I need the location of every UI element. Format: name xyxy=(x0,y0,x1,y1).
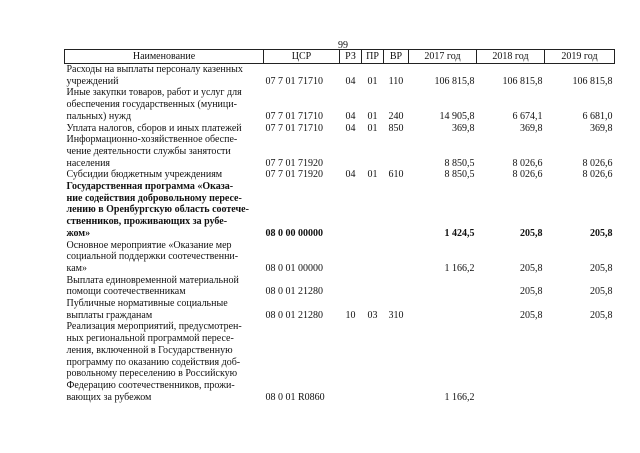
cell-y2018: 106 815,8 xyxy=(502,75,543,87)
cell-csr: 07 7 01 71710 xyxy=(265,75,323,87)
cell-csr: 08 0 01 R0860 xyxy=(265,391,325,403)
cell-y2018: 205,8 xyxy=(520,309,543,321)
cell-y2017: 8 850,5 xyxy=(444,169,475,181)
table-body xyxy=(65,64,615,404)
table-row xyxy=(65,240,615,275)
cell-y2017: 1 166,2 xyxy=(444,262,475,274)
cell-y2019 xyxy=(545,321,615,403)
cell-pr: 01 xyxy=(367,122,378,134)
cell-vr: 310 xyxy=(388,309,404,321)
cell-pr xyxy=(362,181,384,240)
cell-y2018: 205,8 xyxy=(520,286,543,298)
cell-y2019: 8 026,6 xyxy=(582,157,613,169)
cell-y2018: 205,8 xyxy=(520,262,543,274)
cell-pr xyxy=(362,321,384,403)
cell-y2018: 6 674,1 xyxy=(512,110,543,122)
cell-y2019: 369,8 xyxy=(590,122,613,134)
cell-y2017: 1 166,2 xyxy=(444,391,475,403)
page-number: 99 xyxy=(338,40,348,51)
cell-vr xyxy=(384,321,409,403)
table-row xyxy=(65,181,615,240)
cell-rz xyxy=(340,321,362,403)
cell-rz: 04 xyxy=(345,110,356,122)
cell-csr: 07 7 01 71920 xyxy=(265,157,323,169)
cell-y2017 xyxy=(409,298,477,321)
header-2017: 2017 год xyxy=(409,50,477,64)
cell-y2017 xyxy=(409,275,477,298)
table-row xyxy=(65,321,615,403)
cell-name: Выплата единовременной материальной помощи соотечественникам xyxy=(66,274,239,298)
table-row xyxy=(65,64,615,88)
cell-y2019: 205,8 xyxy=(590,309,613,321)
cell-name: Информационно-хозяйственное обеспе- чение деятельности службы занятости населения xyxy=(66,134,238,169)
cell-rz xyxy=(340,181,362,240)
cell-y2019: 205,8 xyxy=(590,286,613,298)
cell-pr xyxy=(362,275,384,298)
header-rz: РЗ xyxy=(340,50,362,64)
header-vr: ВР xyxy=(384,50,409,64)
cell-vr: 610 xyxy=(388,169,404,181)
cell-y2017: 369,8 xyxy=(452,122,475,134)
cell-name: Реализация мероприятий, предусмотрен- ных региональной программой пересе- ления, включенной в Государственную программу по оказанию содействия доб- ровольному переселению в Российскую Федерацию соотечественников, прожи- вающих за рубежом xyxy=(66,321,242,403)
cell-rz xyxy=(340,134,362,169)
cell-pr: 01 xyxy=(367,110,378,122)
cell-name: Государственная программа «Оказа- ние содействия добровольному пересе- лению в Оренбургскую область соотече- ственников, проживающих за рубе- жом» xyxy=(66,181,249,239)
cell-name: Субсидии бюджетным учреждениям xyxy=(66,169,223,181)
cell-y2018: 369,8 xyxy=(520,122,543,134)
cell-vr: 850 xyxy=(388,122,404,134)
cell-rz: 04 xyxy=(345,169,356,181)
table-row xyxy=(65,87,615,122)
cell-csr: 07 7 01 71710 xyxy=(265,110,323,122)
cell-vr xyxy=(384,181,409,240)
table-row xyxy=(65,169,615,181)
header-name: Наименование xyxy=(65,50,264,64)
cell-vr: 240 xyxy=(388,110,404,122)
cell-y2019: 205,8 xyxy=(590,227,613,239)
cell-y2017: 106 815,8 xyxy=(434,75,475,87)
cell-y2018: 8 026,6 xyxy=(512,157,543,169)
cell-rz: 10 xyxy=(345,309,356,321)
table-row xyxy=(65,298,615,321)
cell-rz xyxy=(340,240,362,275)
cell-name: Расходы на выплаты персоналу казенных учреждений xyxy=(66,64,243,87)
cell-y2018: 8 026,6 xyxy=(512,169,543,181)
budget-table xyxy=(64,49,615,403)
cell-vr: 110 xyxy=(388,75,404,87)
header-csr: ЦСР xyxy=(264,50,340,64)
cell-name: Иные закупки товаров, работ и услуг для обеспечения государственных (муници- пальных) нужд xyxy=(66,87,242,122)
cell-pr: 01 xyxy=(367,169,378,181)
cell-y2017: 8 850,5 xyxy=(444,157,475,169)
cell-rz xyxy=(340,275,362,298)
cell-y2018: 205,8 xyxy=(520,227,543,239)
header-pr: ПР xyxy=(362,50,384,64)
cell-y2019: 106 815,8 xyxy=(572,75,613,87)
cell-name: Уплата налогов, сборов и иных платежей xyxy=(66,122,242,134)
cell-pr: 01 xyxy=(367,75,378,87)
cell-vr xyxy=(384,240,409,275)
cell-csr: 08 0 01 21280 xyxy=(265,309,323,321)
header-2018: 2018 год xyxy=(477,50,545,64)
cell-pr: 03 xyxy=(367,309,378,321)
cell-pr xyxy=(362,134,384,169)
table-row xyxy=(65,123,615,135)
cell-y2019: 205,8 xyxy=(590,262,613,274)
table-header-row xyxy=(65,50,615,64)
cell-rz: 04 xyxy=(345,122,356,134)
cell-csr: 07 7 01 71710 xyxy=(265,122,323,134)
cell-csr: 08 0 00 00000 xyxy=(265,227,323,239)
cell-y2019: 6 681,0 xyxy=(582,110,613,122)
cell-vr xyxy=(384,275,409,298)
cell-y2018 xyxy=(477,321,545,403)
cell-y2017: 14 905,8 xyxy=(439,110,475,122)
header-2019: 2019 год xyxy=(545,50,615,64)
cell-y2017: 1 424,5 xyxy=(444,227,475,239)
table-row xyxy=(65,134,615,169)
cell-csr: 08 0 01 00000 xyxy=(265,262,323,274)
table-row xyxy=(65,275,615,298)
cell-csr: 08 0 01 21280 xyxy=(265,286,323,298)
cell-name: Публичные нормативные социальные выплаты гражданам xyxy=(66,298,228,321)
cell-pr xyxy=(362,240,384,275)
cell-csr: 07 7 01 71920 xyxy=(265,169,323,181)
cell-vr xyxy=(384,134,409,169)
cell-rz: 04 xyxy=(345,75,356,87)
cell-y2019: 8 026,6 xyxy=(582,169,613,181)
cell-name: Основное мероприятие «Оказание мер социальной поддержки соотечественни- кам» xyxy=(66,239,239,274)
